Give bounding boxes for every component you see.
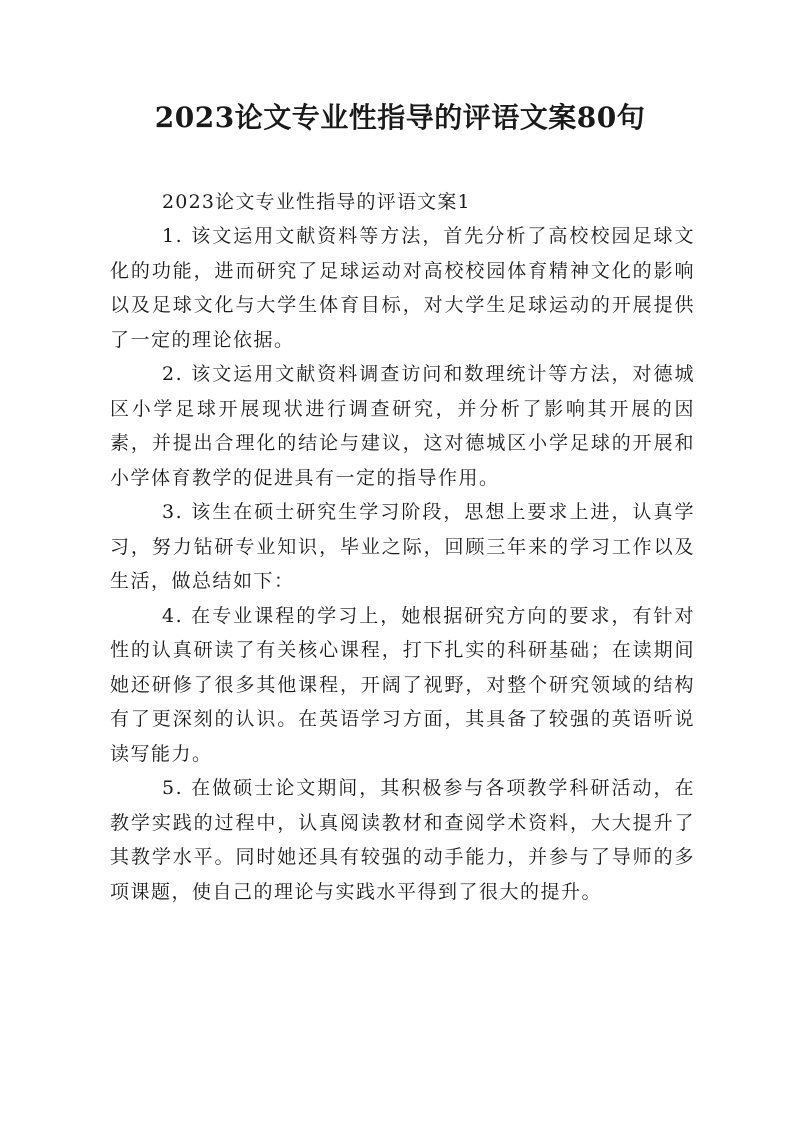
paragraph-3: 3. 该生在硕士研究生学习阶段，思想上要求上进，认真学习，努力钻研专业知识，毕业之际，回顾三年来的学习工作以及生活，做总结如下：	[110, 501, 695, 592]
paragraph-4: 4. 在专业课程的学习上，她根据研究方向的要求，有针对性的认真研读了有关核心课程，打下扎实的科研基础；在读期间她还研修了很多其他课程，开阔了视野，对整个研究领域的结构有了更深刻的认识。在英语学习方面，其具备了较强的英语听说读写能力。	[110, 604, 695, 765]
paragraph-1: 1. 该文运用文献资料等方法，首先分析了高校校园足球文化的功能，进而研究了足球运动对高校校园体育精神文化的影响以及足球文化与大学生体育目标，对大学生足球运动的开展提供了一定的理论依据。	[110, 225, 695, 351]
paragraph-2: 2. 该文运用文献资料调查访问和数理统计等方法，对德城区小学足球开展现状进行调查研究，并分析了影响其开展的因素，并提出合理化的结论与建议，这对德城区小学足球的开展和小学体育教学的促进具有一定的指导作用。	[110, 363, 695, 489]
section-heading: 2023论文专业性指导的评语文案1	[162, 191, 471, 213]
document-body	[110, 186, 695, 909]
page-title: 2023论文专业性指导的评语文案80句	[154, 101, 646, 134]
paragraph-5: 5. 在做硕士论文期间，其积极参与各项教学科研活动，在教学实践的过程中，认真阅读教材和查阅学术资料，大大提升了其教学水平。同时她还具有较强的动手能力，并参与了导师的多项课题，使自己的理论与实践水平得到了很大的提升。	[110, 777, 695, 903]
